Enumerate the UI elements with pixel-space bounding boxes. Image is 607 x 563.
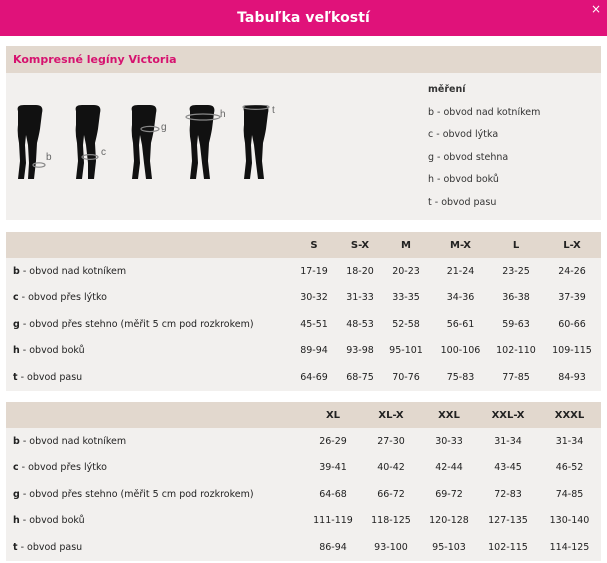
row-label: t - obvod pasu <box>13 371 83 383</box>
table-cell: 68-75 <box>346 371 374 383</box>
table-cell: 18-20 <box>346 265 374 277</box>
table-cell: 27-30 <box>377 435 405 447</box>
table-row <box>6 285 601 312</box>
table-cell: 93-100 <box>374 541 408 553</box>
size-header: XXL-X <box>491 409 525 421</box>
table-row <box>6 534 601 561</box>
size-table-2 <box>6 402 601 561</box>
size-header: XL <box>325 409 341 421</box>
table-cell: 86-94 <box>319 541 347 553</box>
table-cell: 84-93 <box>558 371 586 383</box>
table-cell: 30-33 <box>435 435 463 447</box>
figure-letter: t <box>272 105 275 116</box>
table-cell: 59-63 <box>502 318 530 330</box>
table-cell: 64-68 <box>319 488 347 500</box>
figure-b <box>18 105 52 179</box>
size-header: S-X <box>350 239 370 251</box>
table-row <box>6 258 601 285</box>
measurement-legend <box>428 79 540 214</box>
table-cell: 56-61 <box>446 318 475 330</box>
table-row <box>6 455 601 482</box>
size-header: L <box>512 239 520 251</box>
row-label: c - obvod přes lýtko <box>13 292 107 304</box>
legend-item: b - obvod nad kotníkem <box>428 106 541 118</box>
table-cell: 69-72 <box>435 488 463 500</box>
figure-letter: b <box>46 152 52 163</box>
row-label: b - obvod nad kotníkem <box>13 435 127 447</box>
product-title: Kompresné legíny Victoria <box>13 53 177 66</box>
row-label: b - obvod nad kotníkem <box>13 265 127 277</box>
table-cell: 45-51 <box>300 318 328 330</box>
row-label: h - obvod boků <box>13 515 85 527</box>
table-cell: 60-66 <box>558 318 586 330</box>
table-cell: 20-23 <box>392 265 420 277</box>
table-row <box>6 508 601 535</box>
figure-c <box>76 105 106 179</box>
figure-g <box>132 105 167 179</box>
table-cell: 21-24 <box>446 265 475 277</box>
row-label: h - obvod boků <box>13 345 85 357</box>
close-icon[interactable]: × <box>590 2 601 16</box>
table-cell: 93-98 <box>346 345 374 357</box>
figure-letter: g <box>161 122 167 133</box>
modal-header <box>0 0 607 36</box>
row-label: g - obvod přes stehno (měřit 5 cm pod rozkrokem) <box>13 488 254 500</box>
table-cell: 66-72 <box>377 488 405 500</box>
figure-h <box>186 105 226 179</box>
table-cell: 72-83 <box>494 488 522 500</box>
legend-item: g - obvod stehna <box>428 151 509 163</box>
table-cell: 26-29 <box>319 435 347 447</box>
figure-letter: h <box>220 109 226 120</box>
table-cell: 23-25 <box>502 265 530 277</box>
table-cell: 64-69 <box>300 371 328 383</box>
table-cell: 95-101 <box>389 345 423 357</box>
table-cell: 43-45 <box>494 462 522 474</box>
table-header-row <box>6 402 601 428</box>
size-table-1-panel <box>6 232 601 391</box>
legend-item: h - obvod boků <box>428 174 499 185</box>
table-cell: 75-83 <box>446 371 475 383</box>
table-cell: 24-26 <box>558 265 586 277</box>
table-cell: 100-106 <box>440 345 481 357</box>
table-cell: 42-44 <box>435 462 463 474</box>
table-cell: 46-52 <box>555 462 584 474</box>
table-row <box>6 481 601 508</box>
table-cell: 34-36 <box>446 292 475 304</box>
table-cell: 95-103 <box>432 541 466 553</box>
legend-heading: měření <box>428 84 466 95</box>
table-cell: 70-76 <box>392 371 420 383</box>
size-table-2-panel <box>6 402 601 561</box>
table-cell: 30-32 <box>300 292 328 304</box>
table-cell: 118-125 <box>371 515 411 527</box>
size-header: M <box>401 239 411 251</box>
table-cell: 114-125 <box>549 541 590 553</box>
table-cell: 77-85 <box>502 371 530 383</box>
table-cell: 130-140 <box>549 515 590 527</box>
size-header: M-X <box>450 239 471 251</box>
table-cell: 102-110 <box>496 345 536 357</box>
table-cell: 31-33 <box>346 292 374 304</box>
table-cell: 102-115 <box>488 541 528 553</box>
size-header: XXXL <box>554 409 585 421</box>
table-header-row <box>6 232 601 258</box>
size-header: L-X <box>563 239 581 251</box>
table-cell: 111-119 <box>313 515 353 527</box>
size-header: S <box>310 239 318 251</box>
table-cell: 120-128 <box>429 515 469 527</box>
table-cell: 48-53 <box>346 318 374 330</box>
table-cell: 37-39 <box>558 292 586 304</box>
size-header: XL-X <box>378 409 404 421</box>
legend-item: c - obvod lýtka <box>428 129 499 140</box>
table-row <box>6 364 601 391</box>
row-label: c - obvod přes lýtko <box>13 462 107 474</box>
table-cell: 36-38 <box>502 292 530 304</box>
modal-title: Tabuľka veľkostí <box>237 10 370 26</box>
table-cell: 74-85 <box>555 488 584 500</box>
table-cell: 40-42 <box>377 462 405 474</box>
size-table-1 <box>6 232 601 391</box>
legend-item: t - obvod pasu <box>428 196 497 208</box>
table-row <box>6 428 601 455</box>
table-cell: 109-115 <box>552 345 592 357</box>
table-cell: 127-135 <box>488 515 528 527</box>
table-cell: 89-94 <box>300 345 328 357</box>
table-cell: 52-58 <box>392 318 420 330</box>
table-row <box>6 311 601 338</box>
table-cell: 31-34 <box>555 435 584 447</box>
row-label: t - obvod pasu <box>13 541 83 553</box>
row-label: g - obvod přes stehno (měřit 5 cm pod rozkrokem) <box>13 318 254 330</box>
table-cell: 39-41 <box>319 462 347 474</box>
figure-letter: c <box>101 147 106 158</box>
table-row <box>6 338 601 365</box>
table-cell: 33-35 <box>392 292 420 304</box>
table-cell: 17-19 <box>300 265 328 277</box>
size-header: XXL <box>438 409 460 421</box>
product-header <box>6 46 601 73</box>
measurement-figures <box>8 105 288 185</box>
table-cell: 31-34 <box>494 435 522 447</box>
figure-t <box>243 105 275 179</box>
